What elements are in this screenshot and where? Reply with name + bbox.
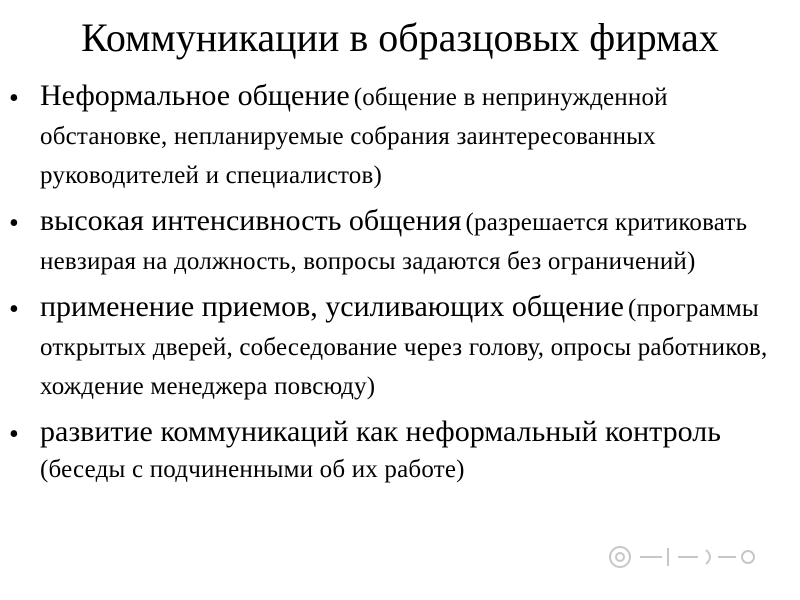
bullet-list	[0, 78, 800, 497]
bullet-lead: Неформальное общение	[40, 79, 350, 112]
watermark-icon	[606, 540, 766, 574]
bullet-item	[0, 414, 780, 489]
bullet-text	[40, 414, 780, 489]
bullet-detail: (общение в непринужденной обстановке, непланируемые собрания заинтересованных руководителей и специалистов)	[40, 84, 668, 189]
bullet-item	[0, 289, 780, 406]
bullet-detail: (программы открытых дверей, собеседование через голову, опросы работников, хождение менеджера повсюду)	[40, 295, 768, 400]
bullet-item	[0, 203, 780, 281]
bullet-icon: •	[9, 294, 19, 325]
bullet-detail: (беседы с подчиненными об их работе)	[40, 456, 465, 483]
bullet-text	[40, 289, 780, 406]
bullet-lead: высокая интенсивность общения	[40, 204, 462, 237]
bullet-icon: •	[9, 419, 19, 450]
bullet-detail: (разрешается критиковать невзирая на должность, вопросы задаются без ограничений)	[40, 209, 748, 275]
bullet-icon: •	[9, 208, 19, 239]
slide-title: Коммуникации в образцовых фирмах	[81, 15, 719, 60]
bullet-lead: применение приемов, усиливающих общение	[40, 290, 624, 323]
bullet-item	[0, 78, 780, 195]
bullet-icon: •	[9, 83, 19, 114]
bullet-text	[40, 203, 780, 281]
bullet-lead: развитие коммуникаций как неформальный контроль	[40, 415, 721, 448]
bullet-text	[40, 78, 780, 195]
